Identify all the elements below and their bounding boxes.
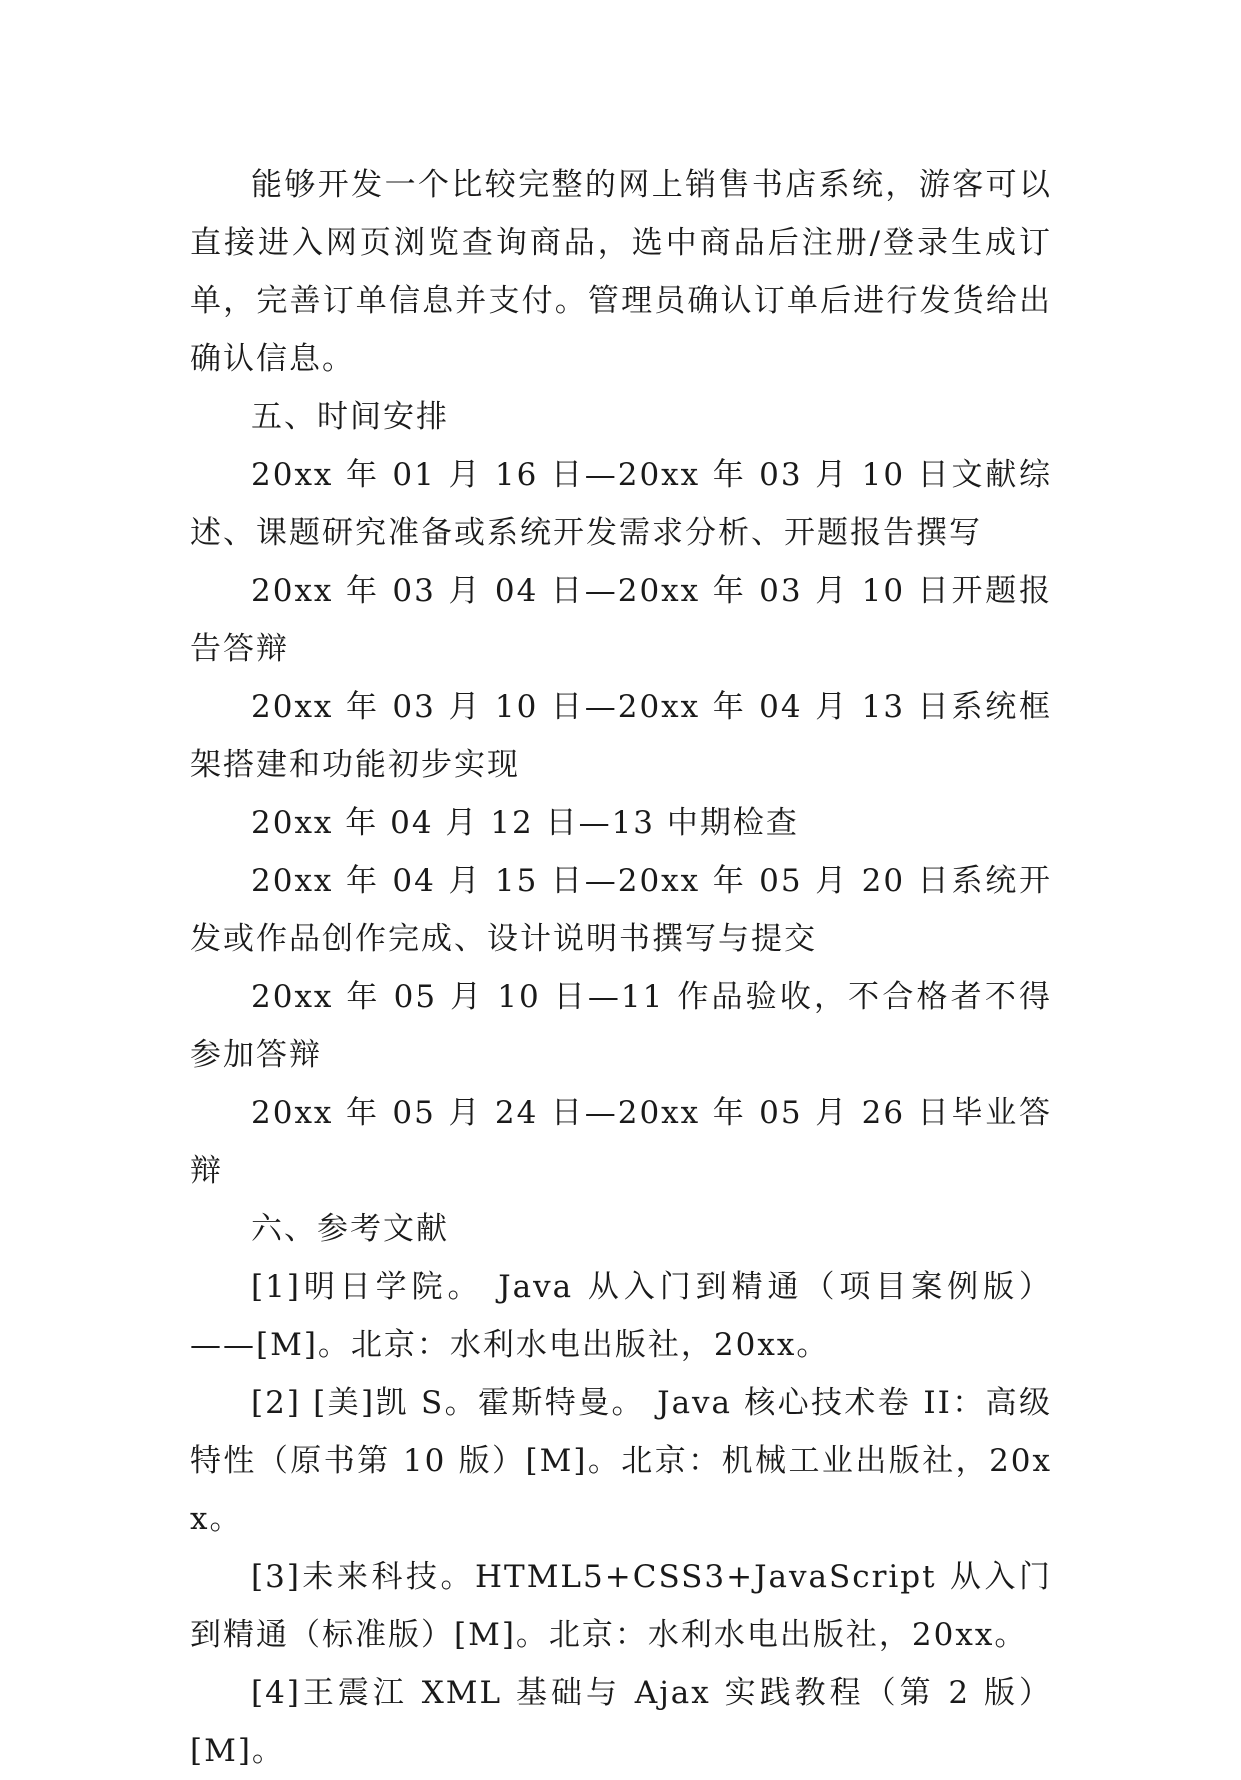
section-heading-references: 六、参考文献: [251, 1211, 449, 1247]
section-heading-schedule: 五、时间安排: [251, 399, 449, 435]
reference-item: [3]未来科技。HTML5+CSS3+JavaScript 从入门到精通（标准版）[M]。北京：水利水电出版社，20xx。: [190, 1559, 1052, 1653]
document-body: [190, 156, 1052, 1780]
schedule-item: 20xx 年 04 月 12 日—13 中期检查: [251, 805, 799, 841]
schedule-item: 20xx 年 03 月 04 日—20xx 年 03 月 10 日开题报告答辩: [190, 573, 1052, 667]
schedule-item: 20xx 年 04 月 15 日—20xx 年 05 月 20 日系统开发或作品创作完成、设计说明书撰写与提交: [190, 863, 1052, 957]
paragraph-project-goal: 能够开发一个比较完整的网上销售书店系统，游客可以直接进入网页浏览查询商品，选中商品后注册/登录生成订单，完善订单信息并支付。管理员确认订单后进行发货给出确认信息。: [190, 167, 1052, 377]
schedule-item: 20xx 年 01 月 16 日—20xx 年 03 月 10 日文献综述、课题研究准备或系统开发需求分析、开题报告撰写: [190, 457, 1052, 551]
reference-item: [2] [美]凯 S。霍斯特曼。 Java 核心技术卷 II：高级特性（原书第 10 版）[M]。北京：机械工业出版社，20xx。: [190, 1385, 1052, 1537]
schedule-item: 20xx 年 03 月 10 日—20xx 年 04 月 13 日系统框架搭建和功能初步实现: [190, 689, 1052, 783]
reference-item: [4]王震江 XML 基础与 Ajax 实践教程（第 2 版）[M]。: [190, 1675, 1052, 1769]
schedule-item: 20xx 年 05 月 24 日—20xx 年 05 月 26 日毕业答辩: [190, 1095, 1052, 1189]
schedule-item: 20xx 年 05 月 10 日—11 作品验收，不合格者不得参加答辩: [190, 979, 1052, 1073]
reference-item: [1]明日学院。 Java 从入门到精通（项目案例版）——[M]。北京：水利水电出版社，20xx。: [190, 1269, 1052, 1363]
